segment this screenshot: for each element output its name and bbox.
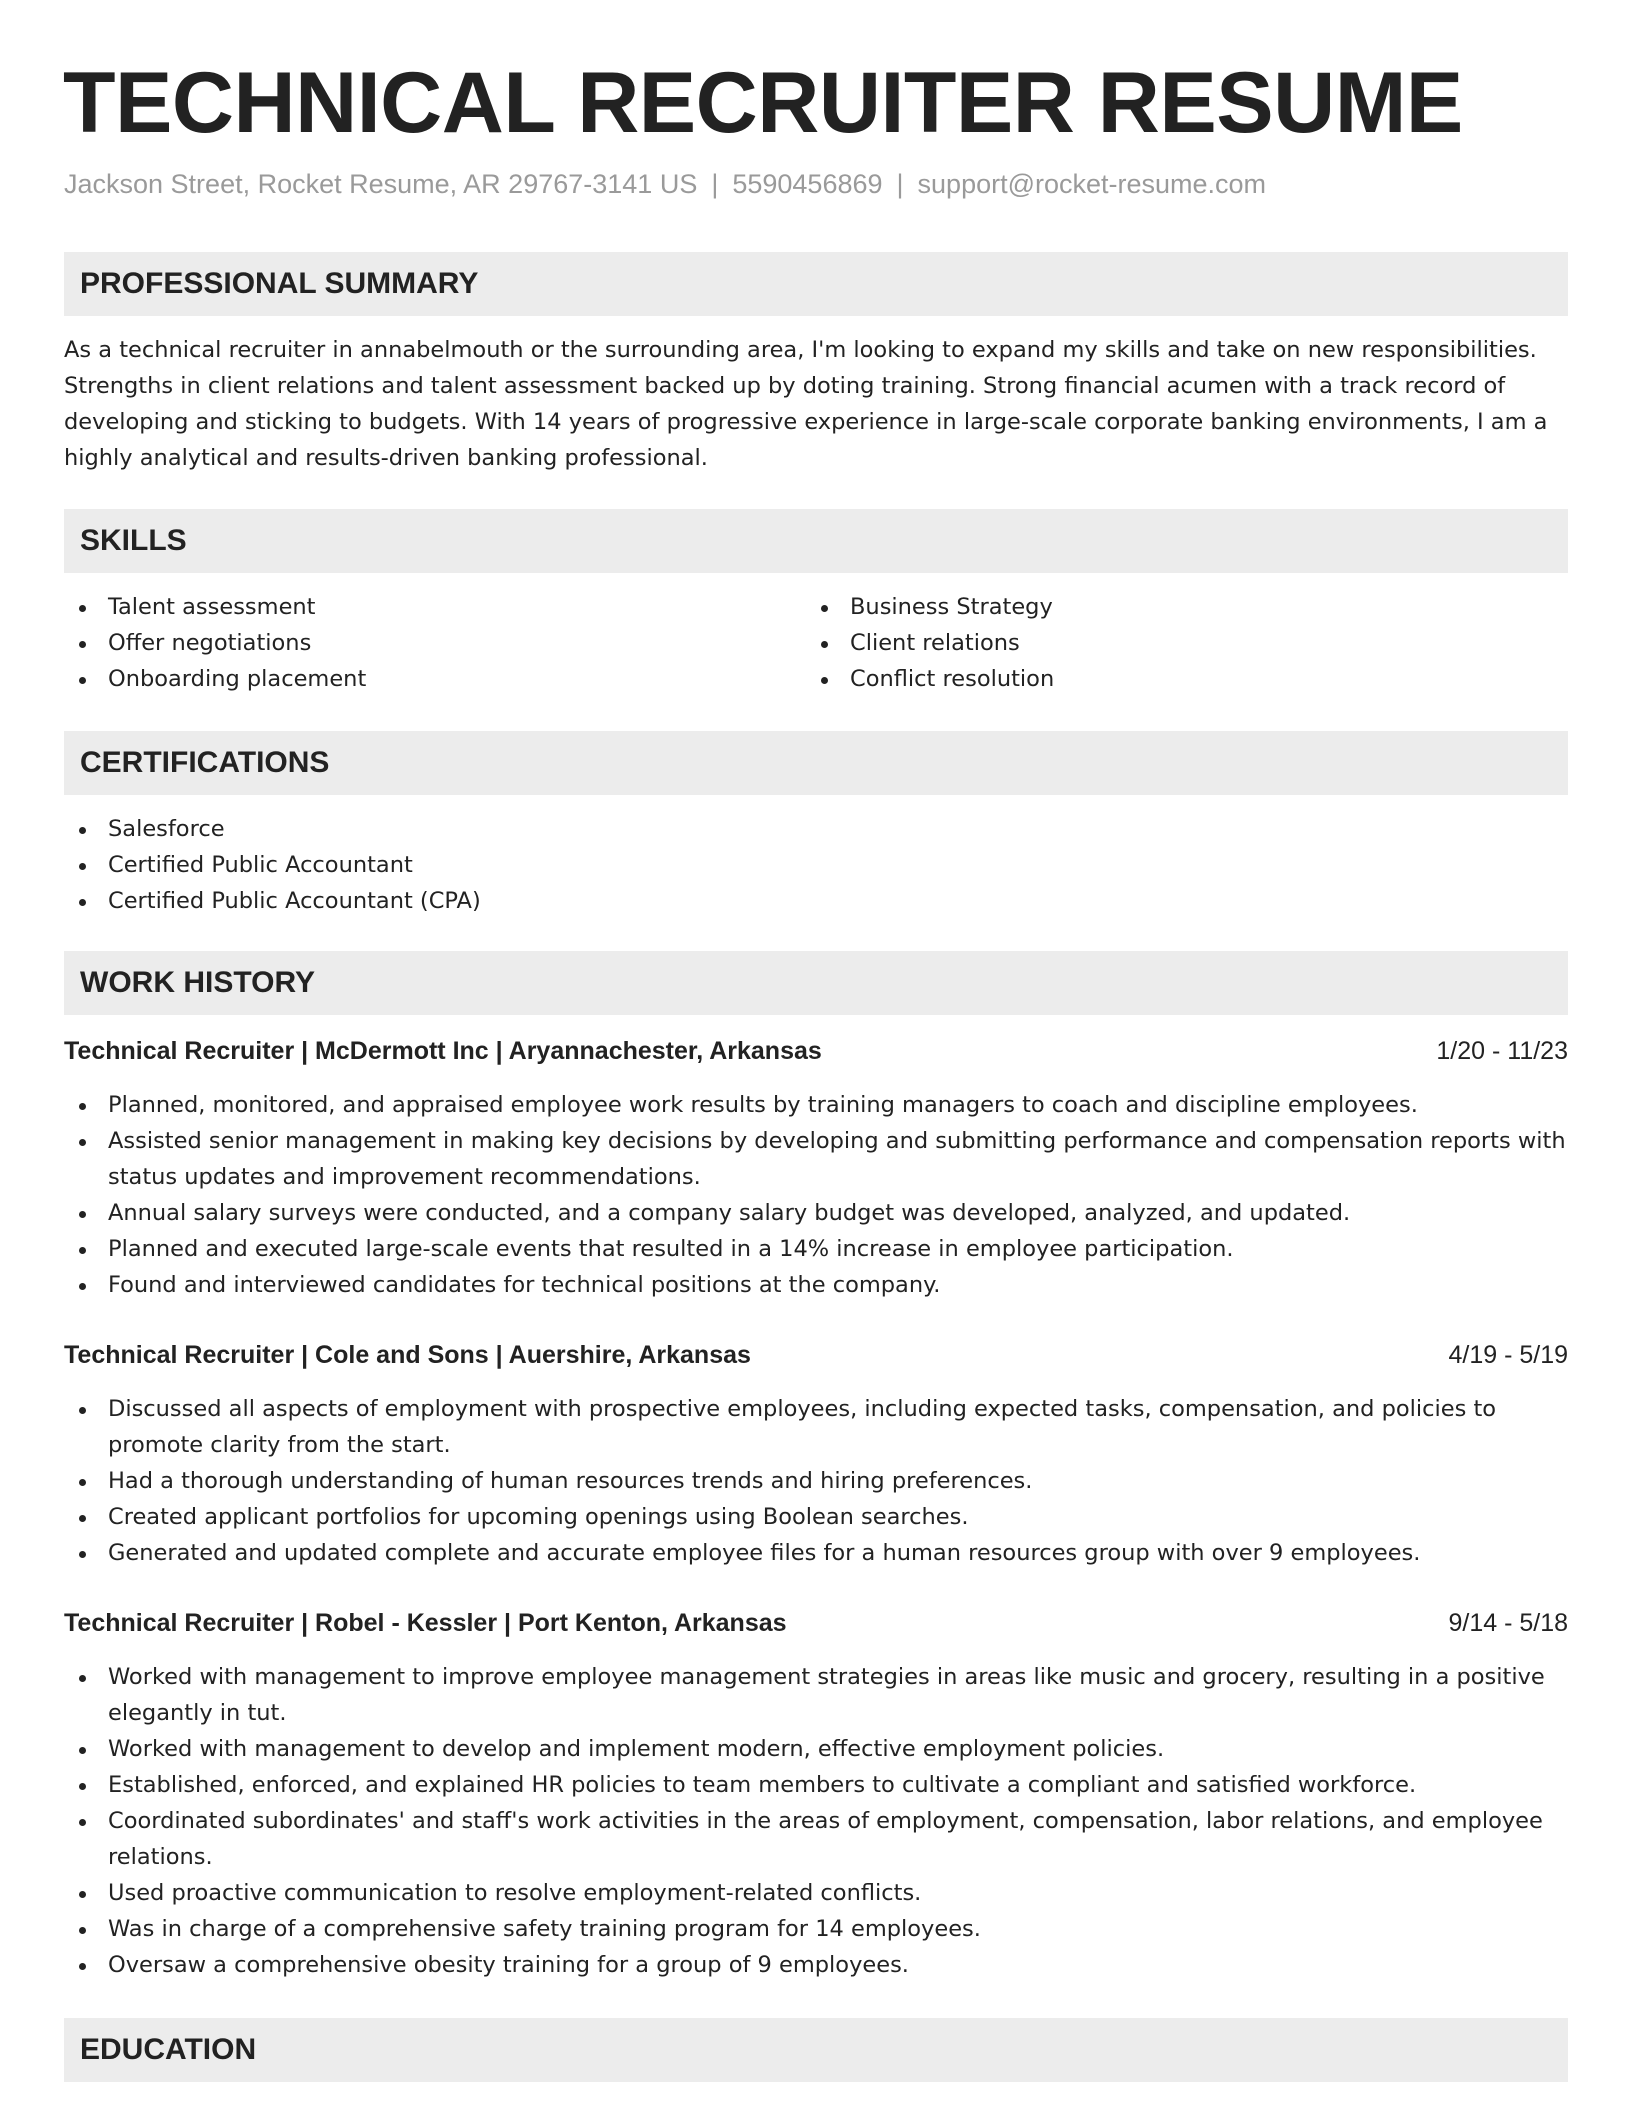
work-history-section-title: WORK HISTORY bbox=[80, 966, 316, 999]
education-section-header bbox=[64, 2018, 1568, 2082]
job-bullet: Established, enforced, and explained HR policies to team members to cultivate a compliant and satisfied workforce. bbox=[64, 1767, 1568, 1803]
job-bullet: Planned and executed large-scale events that resulted in a 14% increase in employee participation. bbox=[64, 1231, 1568, 1267]
job-bullets bbox=[64, 1087, 1568, 1303]
job-bullet: Worked with management to develop and implement modern, effective employment policies. bbox=[64, 1731, 1568, 1767]
job-header bbox=[64, 1033, 1568, 1069]
job-bullet: Created applicant portfolios for upcoming openings using Boolean searches. bbox=[64, 1499, 1568, 1535]
job-bullet: Worked with management to improve employee management strategies in areas like music and grocery, resulting in a positive elegantly in tut. bbox=[64, 1659, 1568, 1731]
education-section-title: EDUCATION bbox=[80, 2033, 257, 2066]
job-title: Technical Recruiter | Cole and Sons | Auershire, Arkansas bbox=[64, 1341, 751, 1369]
certification-item: Certified Public Accountant (CPA) bbox=[64, 883, 1568, 919]
certifications-list bbox=[64, 811, 1568, 919]
skills-section-header bbox=[64, 509, 1568, 573]
job-header bbox=[64, 1337, 1568, 1373]
contact-line bbox=[64, 164, 1266, 204]
certifications-section-title: CERTIFICATIONS bbox=[80, 746, 330, 779]
certifications-section-header bbox=[64, 731, 1568, 795]
job-dates: 4/19 - 5/19 bbox=[1448, 1341, 1568, 1369]
resume-title: TECHNICAL RECRUITER RESUME bbox=[63, 55, 1463, 151]
skill-item: Client relations bbox=[806, 625, 1546, 661]
skills-list-left bbox=[64, 589, 804, 697]
job-bullet: Coordinated subordinates' and staff's work activities in the areas of employment, compensation, labor relations, and employee relations. bbox=[64, 1803, 1568, 1875]
certification-item: Salesforce bbox=[64, 811, 1568, 847]
job-bullet: Generated and updated complete and accurate employee files for a human resources group with over 9 employees. bbox=[64, 1535, 1568, 1571]
job-bullet: Assisted senior management in making key decisions by developing and submitting performance and compensation reports with status updates and improvement recommendations. bbox=[64, 1123, 1568, 1195]
summary-section-title: PROFESSIONAL SUMMARY bbox=[80, 267, 479, 300]
job-bullet: Found and interviewed candidates for technical positions at the company. bbox=[64, 1267, 1568, 1303]
skills-section-title: SKILLS bbox=[80, 524, 187, 557]
skill-item: Onboarding placement bbox=[64, 661, 804, 697]
job-title: Technical Recruiter | McDermott Inc | Aryannachester, Arkansas bbox=[64, 1037, 822, 1065]
job-header bbox=[64, 1605, 1568, 1641]
job-title: Technical Recruiter | Robel - Kessler | Port Kenton, Arkansas bbox=[64, 1609, 787, 1637]
contact-address: Jackson Street, Rocket Resume, AR 29767-3141 US bbox=[64, 169, 698, 199]
job-dates: 1/20 - 11/23 bbox=[1436, 1037, 1568, 1065]
summary-section-header bbox=[64, 252, 1568, 316]
job-bullets bbox=[64, 1659, 1568, 1983]
job-dates: 9/14 - 5/18 bbox=[1448, 1609, 1568, 1637]
contact-separator: | bbox=[896, 169, 904, 199]
job-bullet: Planned, monitored, and appraised employee work results by training managers to coach and discipline employees. bbox=[64, 1087, 1568, 1123]
summary-text: As a technical recruiter in annabelmouth or the surrounding area, I'm looking to expand my skills and take on new responsibilities. Strengths in client relations and talent assessment backed up by doting training. Strong financial acumen with a track record of developing and sticking to budgets. With 14 years of progressive experience in large-scale corporate banking environments, I am a highly analytical and results-driven banking professional. bbox=[64, 337, 1548, 471]
job-bullet: Had a thorough understanding of human resources trends and hiring preferences. bbox=[64, 1463, 1568, 1499]
job-bullet: Was in charge of a comprehensive safety training program for 14 employees. bbox=[64, 1911, 1568, 1947]
contact-email: support@rocket-resume.com bbox=[917, 169, 1267, 199]
skill-item: Offer negotiations bbox=[64, 625, 804, 661]
skills-list-right bbox=[806, 589, 1546, 697]
contact-phone: 5590456869 bbox=[732, 169, 883, 199]
job-bullet: Oversaw a comprehensive obesity training for a group of 9 employees. bbox=[64, 1947, 1568, 1983]
skill-item: Talent assessment bbox=[64, 589, 804, 625]
work-history-section-header bbox=[64, 951, 1568, 1015]
contact-separator: | bbox=[711, 169, 719, 199]
skill-item: Business Strategy bbox=[806, 589, 1546, 625]
job-bullet: Used proactive communication to resolve employment-related conflicts. bbox=[64, 1875, 1568, 1911]
job-bullet: Annual salary surveys were conducted, and a company salary budget was developed, analyzed, and updated. bbox=[64, 1195, 1568, 1231]
job-bullets bbox=[64, 1391, 1568, 1571]
job-bullet: Discussed all aspects of employment with prospective employees, including expected tasks, compensation, and policies to promote clarity from the start. bbox=[64, 1391, 1568, 1463]
certification-item: Certified Public Accountant bbox=[64, 847, 1568, 883]
skill-item: Conflict resolution bbox=[806, 661, 1546, 697]
